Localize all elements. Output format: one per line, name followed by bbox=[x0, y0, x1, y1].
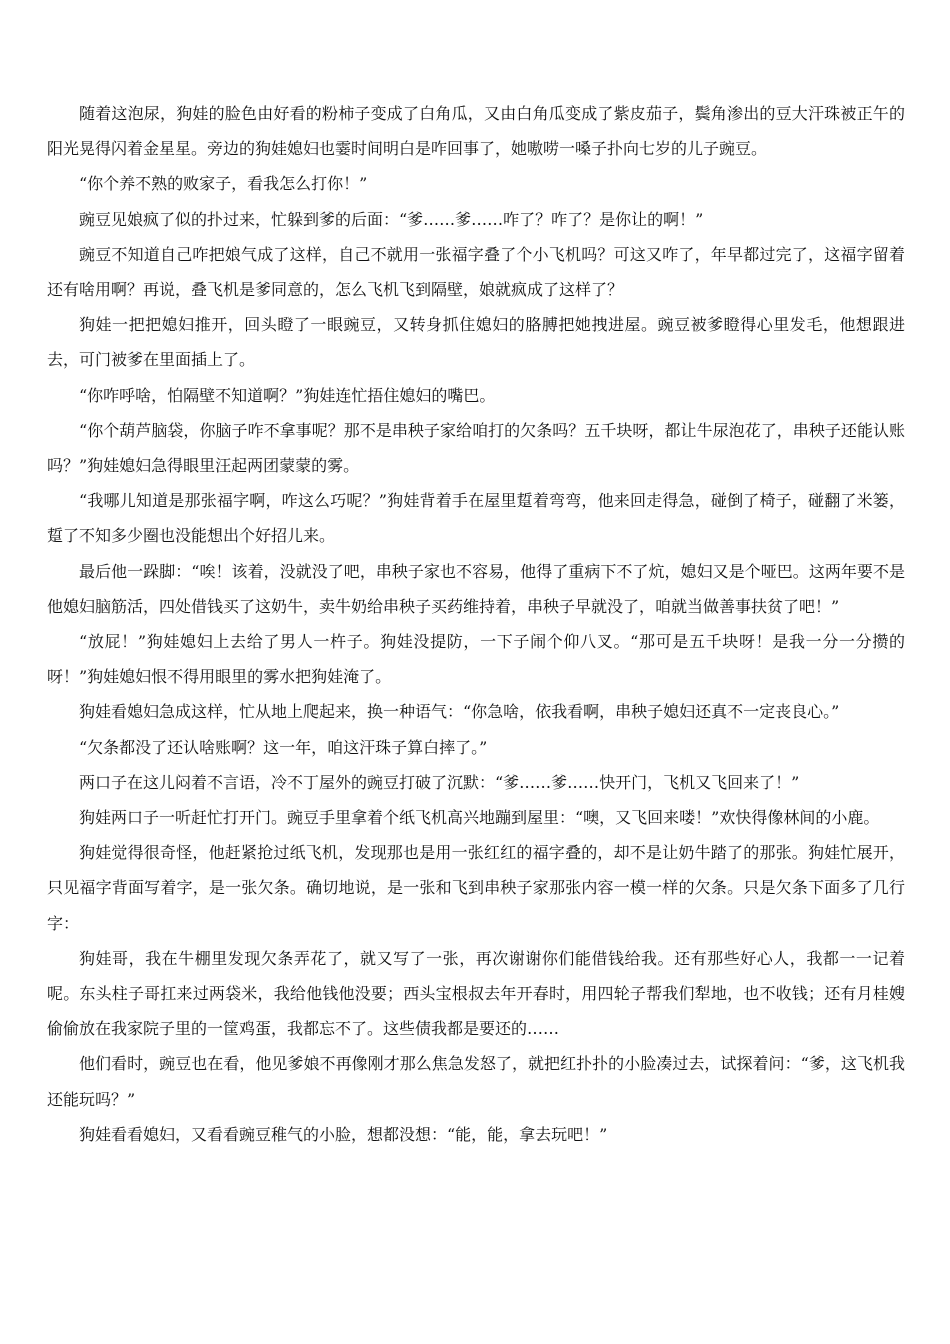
paragraph: 两口子在这儿闷着不言语，冷不丁屋外的豌豆打破了沉默：“爹……爹……快开门，飞机又飞回来了！” bbox=[79, 772, 800, 792]
paragraph: “你个养不熟的败家子，看我怎么打你！” bbox=[79, 174, 368, 194]
paragraph: 随着这泡尿，狗娃的脸色由好看的粉柿子变成了白角瓜，又由白角瓜变成了紫皮茄子，鬓角渗出的豆大汗珠被正午的阳光晃得闪着金星星。旁边的狗娃媳妇也霎时间明白是咋回事了，她嗷唠一嗓子扑向七岁的儿子豌豆。 bbox=[47, 104, 905, 159]
paragraph: 狗娃觉得很奇怪，他赶紧抢过纸飞机，发现那也是用一张红红的福字叠的，却不是让奶牛踏了的那张。狗娃忙展开，只见福字背面写着字，是一张欠条。确切地说，是一张和飞到串秧子家那张内容一模一样的欠条。只是欠条下面多了几行字： bbox=[47, 843, 905, 933]
paragraph: 最后他一跺脚：“唉！该着，没就没了吧，串秧子家也不容易，他得了重病下不了炕，媳妇又是个哑巴。这两年要不是他媳妇脑筋活，四处借钱买了这奶牛，卖牛奶给串秧子买药维持着，串秧子早就没了，咱就当做善事扶贫了吧！” bbox=[47, 561, 905, 616]
paragraph: 他们看时，豌豆也在看，他见爹娘不再像刚才那么焦急发怒了，就把红扑扑的小脸凑过去，试探着问：“爹，这飞机我还能玩吗？” bbox=[47, 1054, 905, 1109]
paragraph: 狗娃看媳妇急成这样，忙从地上爬起来，换一种语气：“你急啥，依我看啊，串秧子媳妇还真不一定丧良心。” bbox=[79, 702, 840, 722]
paragraph: “你咋呼啥，怕隔壁不知道啊？”狗娃连忙捂住媳妇的嘴巴。 bbox=[79, 385, 496, 405]
paragraph: 狗娃看看媳妇，又看看豌豆稚气的小脸，想都没想：“能，能，拿去玩吧！” bbox=[79, 1124, 608, 1144]
paragraph: 豌豆不知道自己咋把娘气成了这样，自己不就用一张福字叠了个小飞机吗？可这又咋了，年早都过完了，这福字留着还有啥用啊？再说，叠飞机是爹同意的，怎么飞机飞到隔壁，娘就疯成了这样了？ bbox=[47, 244, 905, 300]
paragraph: “我哪儿知道是那张福字啊，咋这么巧呢？”狗娃背着手在屋里踅着弯弯，他来回走得急，碰倒了椅子，碰翻了米篓，踅了不知多少圈也没能想出个好招儿来。 bbox=[47, 491, 905, 546]
paragraph: 豌豆见娘疯了似的扑过来，忙躲到爹的后面：“爹……爹……咋了？咋了？是你让的啊！” bbox=[79, 209, 704, 229]
paragraph: 狗娃哥，我在牛棚里发现欠条弄花了，就又写了一张，再次谢谢你们能借钱给我。还有那些好心人，我都一一记着呢。东头柱子哥扛来过两袋米，我给他钱他没要；西头宝根叔去年开春时，用四轮子帮我们犁地，也不收钱；还有月桂嫂偷偷放在我家院子里的一筐鸡蛋，我都忘不了。这些债我都是要还的…… bbox=[47, 948, 905, 1039]
paragraph: “放屁！”狗娃媳妇上去给了男人一杵子。狗娃没提防，一下子闹个仰八叉。“那可是五千块呀！是我一分一分攒的呀！”狗娃媳妇恨不得用眼里的雾水把狗娃淹了。 bbox=[47, 632, 905, 687]
paragraph: 狗娃两口子一听赶忙打开门。豌豆手里拿着个纸飞机高兴地蹦到屋里：“噢，又飞回来喽！”欢快得像林间的小鹿。 bbox=[79, 808, 880, 828]
story-text bbox=[47, 96, 905, 1152]
paragraph: “你个葫芦脑袋，你脑子咋不拿事呢？那不是串秧子家给咱打的欠条吗？五千块呀，都让牛尿泡花了，串秧子还能认账吗？”狗娃媳妇急得眼里汪起两团蒙蒙的雾。 bbox=[47, 420, 905, 476]
paragraph: 狗娃一把把媳妇推开，回头瞪了一眼豌豆，又转身抓住媳妇的胳膊把她拽进屋。豌豆被爹瞪得心里发毛，他想跟进去，可门被爹在里面插上了。 bbox=[47, 315, 905, 370]
paragraph: “欠条都没了还认啥账啊？这一年，咱这汗珠子算白摔了。” bbox=[79, 737, 488, 757]
